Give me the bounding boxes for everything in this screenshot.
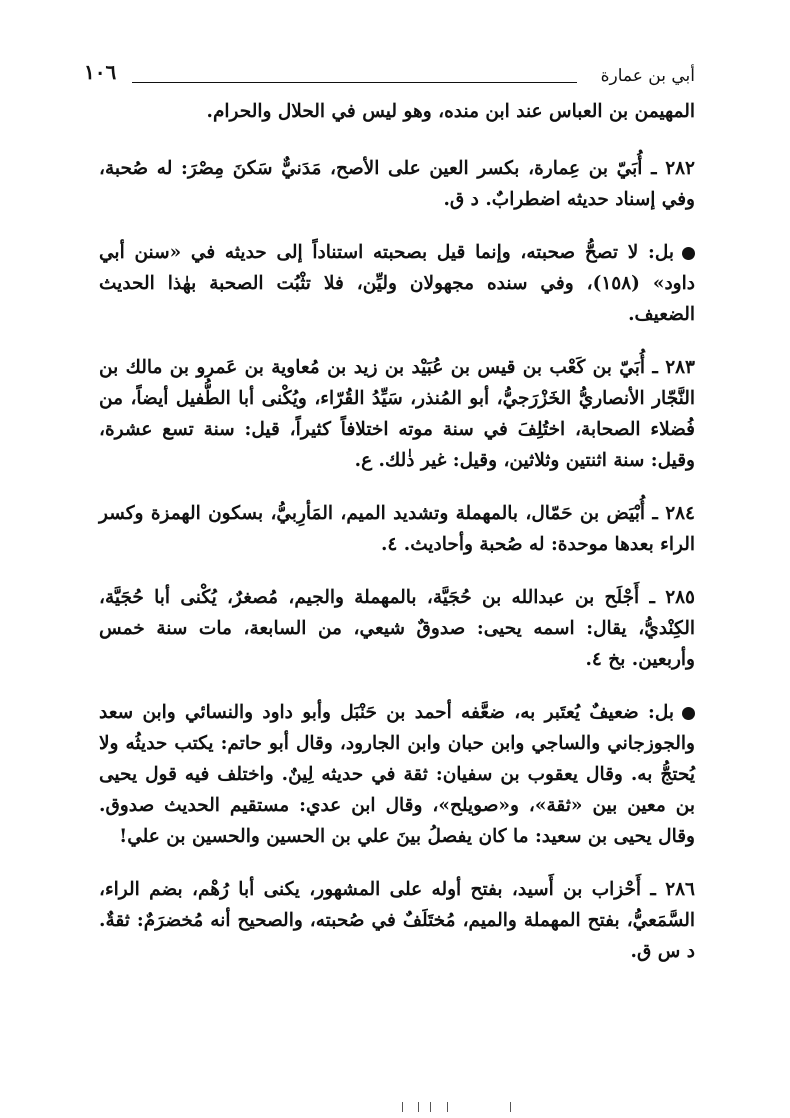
header-rule bbox=[132, 82, 577, 83]
entry-286: ٢٨٦ ـ أَحْزاب بن أَسيد، بفتح أوله على المشهور، يكنى أبا رُهْم، بضم الراء، السَّمَعيُّ، بفتح المهملة والميم، مُختَلَفٌ في صُحبته، والصحيح أنه مُخضرَمٌ: ثقةٌ. د س ق. bbox=[99, 879, 695, 962]
entry-285: ٢٨٥ ـ أَجْلَح بن عبدالله بن حُجَيَّة، بالمهملة والجيم، مُصغرٌ، يُكْنى أبا حُجَيَّة، الكِنْديُّ، يقال: اسمه يحيى: صدوقٌ شيعي، من السابعة، مات سنة خمس وأربعين. بخ ٤. bbox=[99, 587, 695, 670]
entry-284: ٢٨٤ ـ أُبْيَض بن حَمّال، بالمهملة وتشديد الميم، المَأرِبيُّ، بسكون الهمزة وكسر الراء بعدها موحدة: له صُحبة وأحاديث. ٤. bbox=[99, 503, 695, 555]
running-title: أبي بن عمارة bbox=[600, 66, 695, 86]
note-285-text: بل: ضعيفٌ يُعتَبر به، ضعَّفه أحمد بن حَنْبَل وأبو داود والنسائي وابن سعد والجوزجاني والساجي وابن حبان وابن الجارود، وقال أبو حاتم: يكتب حديثُه ولا يُحتجُّ به. وقال يعقوب بن سفيان: ثقة في حديثه لِينٌ. واختلف فيه قول يحيى بن معين بين «ثقة»، و«صويلح»، وقال ابن عدي: مستقيم الحديث صدوق. وقال يحيى بن سعيد: ما كان يفصلُ بينَ علي بن الحسين والحسين بن علي! bbox=[99, 702, 695, 847]
entry-282: ٢٨٢ ـ أُبَيّ بن عِمارة، بكسر العين على الأصح، مَدَنيٌّ سَكنَ مِصْرَ: له صُحبة، وفي إسناد حديثه اضطرابٌ. د ق. bbox=[99, 158, 695, 210]
note-282-text: بل: لا تصحُّ صحبته، وإنما قيل بصحبته استناداً إلى حديثه في «سنن أبي داود» (١٥٨)، وفي سنده مجهولان وليِّن، فلا تثْبُت الصحبة بهٰذا الحديث الضعيف. bbox=[99, 242, 695, 325]
text-column bbox=[99, 96, 695, 989]
note-285 bbox=[99, 697, 695, 852]
entry-283: ٢٨٣ ـ أُبَيّ بن كَعْب بن قيس بن عُبَيْد بن زيد بن مُعاوية بن عَمرو بن مالك بن النَّجّار الأنصاريُّ الخَزْرَجيُّ، أبو المُنذر، سَيِّدُ القُرّاء، ويُكْنى أبا الطُّفيل أيضاً، من فُضلاء الصحابة، اختُلِفَ في سنة موته اختلافاً كثيراً، قيل: سنة تسع عشرة، وقيل: سنة اثنتين وثلاثين، وقيل: غير ذٰلك. ع. bbox=[99, 357, 695, 471]
continuation-paragraph: المهيمن بن العباس عند ابن منده، وهو ليس في الحلال والحرام. bbox=[206, 101, 695, 122]
scan-artifacts bbox=[0, 1100, 790, 1112]
page-header bbox=[84, 60, 695, 100]
note-282 bbox=[99, 237, 695, 330]
bullet-icon bbox=[682, 707, 695, 720]
page-number: ١٠٦ bbox=[84, 60, 117, 84]
bullet-icon bbox=[682, 247, 695, 260]
